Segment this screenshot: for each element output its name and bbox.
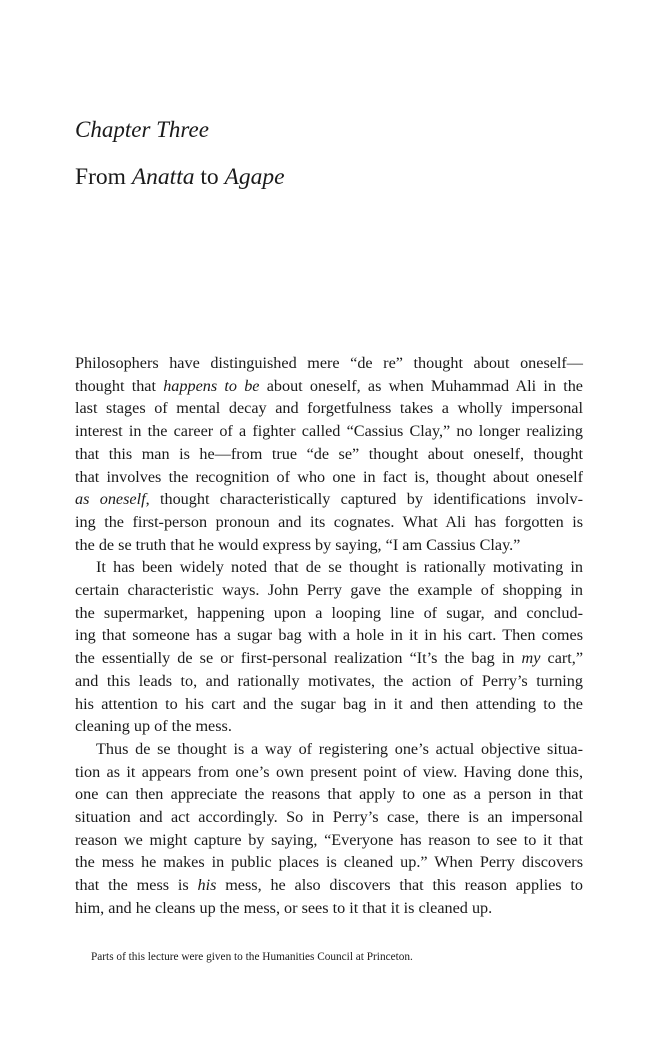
italic-text: happens to be [163,376,260,395]
body-paragraph [75,556,583,738]
text-line [75,511,583,534]
text-line [75,420,583,443]
text-run: one can then appreciate the reasons that apply to one as a person in that [75,785,583,804]
text-line [75,874,583,897]
text-run: last stages of mental decay and forgetfulness takes a wholly impersonal [75,399,583,418]
text-run: about oneself, as when Muhammad Ali in the [259,376,583,395]
text-run: and this leads to, and rationally motivates, the action of Perry’s turning [75,671,583,690]
italic-text: as oneself [75,490,146,509]
chapter-title-italic: Agape [224,164,285,190]
text-run: , thought characteristically captured by identifications involv- [145,490,583,509]
chapter-label: Chapter Three [75,117,209,142]
text-run: his attention to his cart and the sugar bag in it and then attending to the [75,694,583,713]
text-line [75,375,583,398]
text-run: situation and act accordingly. So in Perry’s case, there is an impersonal [75,808,583,827]
text-run: ing the first-person pronoun and its cognates. What Ali has forgotten is [75,512,583,531]
body-text [75,352,583,920]
text-line [75,443,583,466]
text-line [75,534,583,557]
text-run: tion as it appears from one’s own present point of view. Having done this, [75,762,583,781]
text-line [75,556,583,579]
text-line [75,783,583,806]
text-run: certain characteristic ways. John Perry gave the example of shopping in [75,581,583,600]
text-line [75,397,583,420]
text-line [75,670,583,693]
footnote: Parts of this lecture were given to the Humanities Council at Princeton. [91,951,413,963]
text-line [75,897,583,920]
text-run: the mess he makes in public places is cleaned up.” When Perry discovers [75,853,583,872]
text-run: that this man is he—from true “de se” thought about oneself, thought [75,444,583,463]
text-run: cleaning up of the mess. [75,717,232,736]
text-run: thought that [75,376,164,395]
italic-text: my [521,649,541,668]
text-line [75,466,583,489]
text-run: that involves the recognition of who one in fact is, thought about oneself [75,467,583,486]
body-paragraph [75,738,583,920]
text-run: Thus de se thought is a way of registering one’s actual objective situa- [96,739,583,758]
text-run: the supermarket, happening upon a looping line of sugar, and conclud- [75,603,583,622]
text-line [75,579,583,602]
text-line [75,647,583,670]
text-run: the essentially de se or first-personal realization “It’s the bag in [75,649,522,668]
text-run: cart,” [540,649,583,668]
text-line [75,352,583,375]
text-run: mess, he also discovers that this reason applies to [216,876,583,895]
text-line [75,602,583,625]
text-line [75,624,583,647]
text-line [75,738,583,761]
text-run: the de se truth that he would express by saying, “I am Cassius Clay.” [75,535,521,554]
text-line [75,806,583,829]
text-line [75,715,583,738]
chapter-title-part: to [194,164,225,190]
chapter-title-italic: Anatta [131,164,195,190]
text-line [75,761,583,784]
text-run: him, and he cleans up the mess, or sees to it that it is cleaned up. [75,898,493,917]
text-line [75,829,583,852]
text-run: interest in the career of a fighter called “Cassius Clay,” no longer realizing [75,422,583,441]
body-paragraph [75,352,583,556]
text-line [75,693,583,716]
text-run: Philosophers have distinguished mere “de re” thought about oneself— [75,354,583,372]
text-line [75,488,583,511]
text-run: ing that someone has a sugar bag with a hole in it in his cart. Then comes [75,626,583,645]
italic-text: his [197,876,217,895]
chapter-title [75,160,285,194]
text-run: that the mess is [75,876,198,895]
chapter-title-part: From [75,164,132,190]
text-line [75,851,583,874]
text-run: It has been widely noted that de se thought is rationally motivating in [96,558,583,577]
text-run: reason we might capture by saying, “Everyone has reason to see to it that [75,830,583,849]
